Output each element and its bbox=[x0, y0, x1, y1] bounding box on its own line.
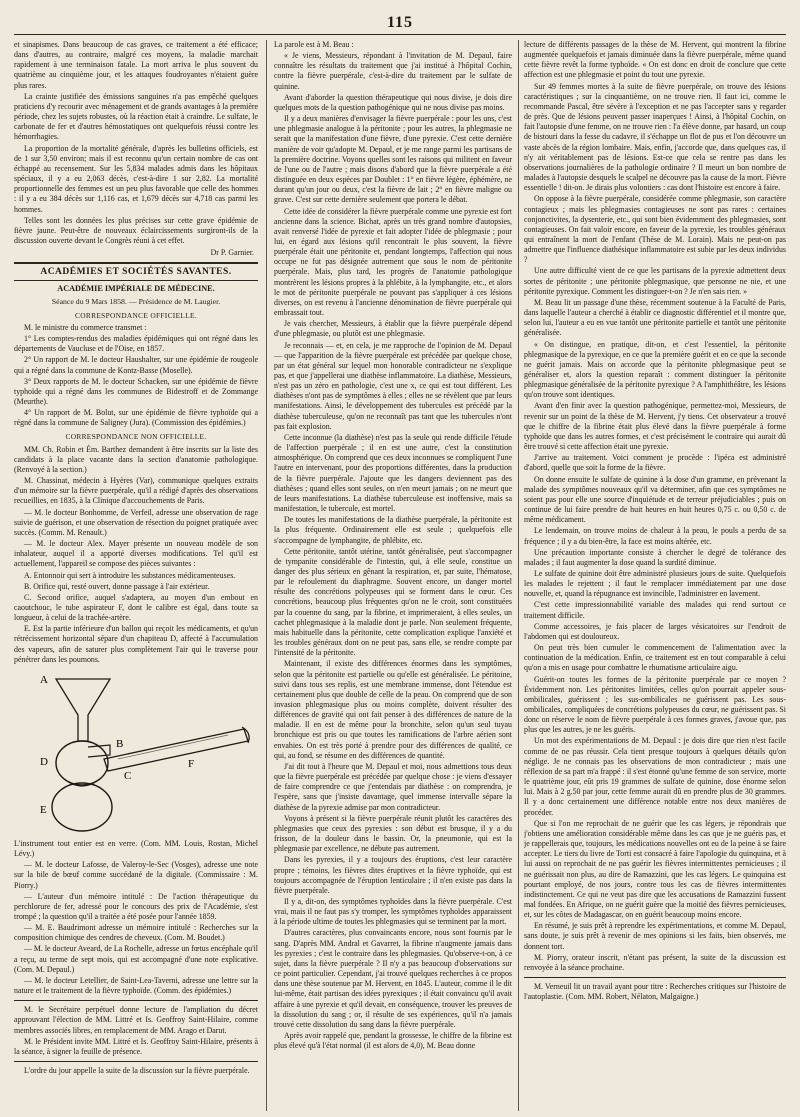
paragraph: Une autre difficulté vient de ce que les partisans de la pyrexie admettent deux sortes de péritonite ; une péritonite phlegmasique, que personne ne nie, et une péritonite pyrexique. Comment les distinguer-t-on ? Je n'en sais rien. » bbox=[524, 266, 786, 296]
paragraph: On oppose à la fièvre puerpérale, considérée comme phlegmasie, son caractère contagieux ; mais les phlegmasies contagieuses ne sont pas rares : certaines conjonctivites, la dysenterie, etc., qui sont bien évidemment des phlegmasies, sont contagieuses. On fait valoir encore, en faveur de la pyrexie, les troubles généraux qui entraînent la mort de l'enfant (Thèse de M. Lorain). Mais ne peut-on pas admettre que l'influence diathésique inflammatoire est subie par les deux individus ? bbox=[524, 194, 786, 265]
paragraph: E. Est la partie inférieure d'un ballon qui reçoit les médicaments, et qu'un rétrécissement horizontal sépare d'un chapiteau D, affecté à l'accumulation des vapeurs, afin de saturer plus complètement l'air qui le traverse pour pénétrer dans les poumons. bbox=[14, 624, 258, 664]
paragraph: M. le Secrétaire perpétuel donne lecture de l'ampliation du décret approuvant l'élection de MM. Littré et Is. Geoffroy Saint-Hilaire, comme membres associés libres, en remplacement de MM. Arago et Darut. bbox=[14, 1005, 258, 1035]
paragraph: MM. Ch. Robin et Ém. Barthez demandent à être inscrits sur la liste des candidats à la place vacante dans la section d'anatomie pathologique. (Renvoyé à la section.) bbox=[14, 444, 258, 474]
paragraph: La crainte justifiée des émissions sanguines n'a pas empêché quelques praticiens d'y recourir avec ménagement et de grands avantages à la première période, chez les sujets robustes, où la réaction était à craindre. Le sulfate, le carbonate de fer et d'autres hémostatiques ont quelquefois réussi contre les hémorrhagies. bbox=[14, 91, 258, 142]
paragraph: C'est cette impressionnabilité variable des malades qui rend surtout ce traitement difficile. bbox=[524, 600, 786, 620]
paragraph: Que si l'on me reprochait de ne guérir que les cas légers, je répondrais que j'obtiens une amélioration considérable même dans les cas que je ne guéris pas, et je rappellerais que, toujours, les médications nouvelles ont eu de la peine à se faire accepter. Le tiers du livre de Torti est consacré à faire l'apologie du quinquina, et à lui aussi on reprochait de ne pas guérir les fièvres intermittentes pernicieuses ; il ne guérissait non plus, au dire de Ramazzini, que les cas légers. Le quinquina est pourtant employé, de nos jours, contre tous les cas de fièvres intermittentes indistinctement. Ce qui ne veut pas dire que les accusations de Ramazzini fussent mal fondées. En Afrique, on ne guérit guère que la moitié des fièvres pernicieuses, et, sur les côtes de Madagascar, on en guérit beaucoup moins encore. bbox=[524, 818, 786, 920]
paragraph: Une précaution importante consiste à chercher le degré de tolérance des malades ; il faut augmenter la dose quand la surdité diminue. bbox=[524, 547, 786, 567]
section-title: ACADÉMIES ET SOCIÉTÉS SAVANTES. bbox=[14, 262, 258, 281]
nonofficial-correspondence-heading: CORRESPONDANCE NON OFFICIELLE. bbox=[65, 432, 207, 442]
paragraph: M. le Président invite MM. Littré et Is. Geoffroy Saint-Hilaire, présents à la séance, à signer la feuille de présence. bbox=[14, 1036, 258, 1056]
paragraph: Avant d'aborder la question thérapeutique qui nous divise, je dois dire quelques mots de la question pathogénique qui ne nous divise pas moins. bbox=[274, 92, 512, 112]
paragraph: 4° Un rapport de M. Bolut, sur une épidémie de fièvre typhoïde qui a régné dans la commune de Saligney (Jura). (Commission des épidémies.) bbox=[14, 408, 258, 428]
paragraph: Le lendemain, on trouve moins de chaleur à la peau, le pouls a perdu de sa fréquence ; il y a du bien-être, la face est moins altérée, etc. bbox=[524, 526, 786, 546]
paragraph: — M. E. Baudrimont adresse un mémoire intitulé : Recherches sur la composition chimique des cendres de cheveux. (Com. M. Boudet.) bbox=[14, 923, 258, 943]
paragraph: Après avoir rappelé que, pendant la grossesse, le chiffre de la fibrine est plus élevé qu'à l'état normal (il est alors de 4,0), M. Beau donne bbox=[274, 1031, 512, 1051]
label-f: F bbox=[188, 757, 195, 770]
paragraph: Le sulfate de quinine doit être administré plusieurs jours de suite. Quelquefois les malades le rejettent ; il faut le remplacer immédiatement par une dose nouvelle, et, quand la répugnance est invincible, l'administrer en lavement. bbox=[524, 568, 786, 599]
paragraph: Cette inconnue (la diathèse) n'est pas la seule qui rende difficile l'étude de l'affection puerpérale ; il en est une autre, c'est la constitution atmosphérique. On comprend que ces deux inconnues se compliquent l'une l'autre en intervenant, pour des proportions différentes, dans la production de la fièvre puerpérale. J'ajoute que les dangers deviennent pas des diathèses ; quand elles sont seules, on n'en meurt jamais ; on ne meurt que de leurs manifestations. La diathèse tuberculeuse est inoffensive, mais sa manifestation, le tubercule, est mortel. bbox=[274, 432, 512, 514]
chapiteau-shape bbox=[56, 741, 108, 785]
paragraph: L'ordre du jour appelle la suite de la discussion sur la fièvre puerpérale. bbox=[24, 1066, 250, 1076]
official-correspondence-heading: CORRESPONDANCE OFFICIELLE. bbox=[75, 310, 197, 320]
paragraph: De toutes les manifestations de la diathèse puerpérale, la péritonite est la plus fréquente. Ordinairement elle est seule ; quelquefois elle s'accompagne de lymphangite, de phlébite, etc. bbox=[274, 515, 512, 545]
page-number: 115 bbox=[386, 14, 414, 31]
paragraph: Comme accessoires, je fais placer de larges vésicatoires sur l'endroit de l'abdomen qui est douloureux. bbox=[524, 621, 786, 641]
label-e: E bbox=[40, 803, 47, 816]
session-info: Séance du 9 Mars 1858. — Présidence de M. Laugier. bbox=[51, 296, 221, 306]
paragraph: Telles sont les données les plus précises sur cette grave épidémie de fièvre jaune. Peut-être de nouveaux éclaircissements surgiront-ils de la discussion ouverte devant le Congrès réuni à cet effet. bbox=[14, 215, 258, 245]
paragraph: La proportion de la mortalité générale, d'après les bulletins officiels, est de 1 sur 3,50 environ; mais il est reconnu qu'un certain nombre de cas ont échappé au recensement. Sur les 5,834 malades admis dans les hôpitaux spéciaux, il y a eu 2,063 décès, c'est-à-dire 1 sur 2,82. La mortalité proportionnelle des femmes est un peu plus favorable que celle des hommes : il y a eu 384 décès sur 1,116 cas, et 1,679 décès sur 4,718 cas parmi les hommes. bbox=[14, 143, 258, 214]
paragraph: J'ai dit tout à l'heure que M. Depaul et moi, nous admettions tous deux que la fièvre puerpérale est précédée par quelque chose : je viens d'essayer de faire comprendre ce que j'entendais par diathèse : on comprendra, je l'espère, sans que j'insiste davantage, quel immense intervalle sépare la diathèse de la pyrexie admise par mon contradicteur. bbox=[274, 761, 512, 812]
paragraph: On peut très bien cumuler le commencement de l'alimentation avec la continuation de la médication. Enfin, ce traitement est en tout comparable à celui qu'on a mis en usage pour combattre le rhumatisme articulaire aigu. bbox=[524, 643, 786, 673]
paragraph: — M. le docteur Bonhomme, de Verfeil, adresse une observation de rage suivie de guérison, et une observation de résection du poignet pratiquée avec succès. (Comm. M. Renault.) bbox=[14, 507, 258, 537]
column-separator bbox=[266, 40, 267, 1111]
paragraph: Il y a, dit-on, des symptômes typhoïdes dans la fièvre puerpérale. C'est vrai, mais il ne faut pas s'y tromper, les symptômes typhoïdes apparaissent à la période ultime de toutes les phlegmasies qui se terminent par la mort. bbox=[274, 896, 512, 927]
paragraph: 1° Les comptes-rendus des maladies épidémiques qui ont régné dans les départements de Vaucluse et de l'Oise, en 1857. bbox=[14, 334, 258, 354]
inhaler-figure bbox=[18, 667, 254, 837]
paragraph: Cette péritonite, tantôt utérine, tantôt généralisée, peut s'accompagner de tympanite considérable de l'intestin, qui, à elle seule, constitue un danger des plus sérieux en gênant la respiration, et, par suite, l'hématose, par le refoulement du diaphragme. Souvent encore, un danger mortel résulte des concrétions polypeuses qui se forment dans le cœur. Ces concrétions, beaucoup plus fréquentes qu'on ne le croit, sont constituées par la couenne du sang, par la fibrine, et imprimeraient, à elles seules, un cachet phlegmasique à la maladie dont je parle. Non seulement fréquente, mais habituelle dans la péritonite, cette complication explique l'anxiété et les troubles généraux dont on ne peut pas, sans elle, se rendre compte par l'intensité de la péritonite. bbox=[274, 546, 512, 658]
column-separator bbox=[518, 40, 519, 1111]
tube-shading bbox=[118, 735, 228, 759]
funnel-shape bbox=[56, 679, 110, 741]
author-signature: Dr P. Garnier. bbox=[210, 248, 254, 258]
paragraph: Un mot des expérimentations de M. Depaul : je dois dire que rien n'est facile comme de ne pas réussir. Cela tient presque toujours à quelques détails qu'on néglige. Je ne connais pas les observations de mon contradicteur ; mais une réflexion de sa part m'a frappé : il s'est étonné qu'une femme de son service, morte le quatrième jour, eût pris 19 grammes de sulfate de quinine, dose énorme selon lui. Mais à 2 g.50 par jour, cette femme aurait dû en prendre plus de 30 grammes. Il y a donc certainement une différence notable entre nos deux manières de procéder. bbox=[524, 736, 786, 817]
paragraph: — M. le docteur Alex. Mayer présente un nouveau modèle de son inhalateur, auquel il a apporté diverses modifications. Tel qu'il est actuellement, l'appareil se compose des pièces suivantes : bbox=[14, 539, 258, 569]
paragraph: Je reconnais — et, en cela, je me rapproche de l'opinion de M. Depaul — que l'apparition de la fièvre puerpérale est précédée par quelque chose, par un état général sur lequel mon honorable contradicteur ne s'explique pas, et que j'appellerai une diathèse inflammatoire. La diathèse, Messieurs, n'est pas un zéro en pathologie, c'est une x, ce qui est tout différent. Les diathèses n'ont pas de symptômes à elles ; elles ne se révèlent que par leurs manifestations. Ainsi, le développement des tubercules est précédé par la diathèse tuberculeuse, qu'on ne reconnaît pas tant que les tubercules n'ont pas fait explosion. bbox=[274, 340, 512, 431]
column-middle bbox=[274, 40, 512, 1111]
column-right bbox=[524, 40, 786, 1111]
paragraph: 2° Un rapport de M. le docteur Haushalter, sur une épidémie de rougeole qui a régné dans la commune de Kontz-Basse (Moselle). bbox=[14, 355, 258, 375]
paragraph: Il y a deux manières d'envisager la fièvre puerpérale : pour les uns, c'est une phlegmasie analogue à la péritonite ; pour les autres, la phlegmasie ne serait que la manifestation d'une fièvre, d'une pyrexie. C'est cette dernière manière de voir qu'adopte M. Depaul, et je me range parmi les partisans de la première doctrine. Voyons quelles sont les raisons qui militent en faveur de l'une ou de l'autre ; mais disons d'abord que la fièvre puerpérale a été distinguée en deux espèces par Doublet : 1° en fièvre légère, éphémère, ne durant qu'un jour ou deux, c'est la fièvre de lait ; 2° en fièvre maligne ou grave. C'est sur cette dernière seulement que portera le débat. bbox=[274, 114, 512, 205]
paragraph: et sinapismes. Dans beaucoup de cas graves, ce traitement a été efficace; dans d'autres, au contraire, malgré ces moyens, la maladie marchait rapidement à une terminaison fatale. La mort arriva le plus souvent du quatrième au cinquième jour, et les attaques foudroyantes n'étaient guère plus rares. bbox=[14, 40, 258, 90]
paragraph: lecture de différents passages de la thèse de M. Hervent, qui montrent la fibrine augmentée quelquefois et jamais diminuée dans la fièvre puerpérale, même quand cette fièvre revêt la forme typhoïde. « On est donc en droit de conclure que cette affection est une phlegmasie et point du tout une pyrexie. bbox=[524, 40, 786, 80]
paragraph: — M. le docteur Letellier, de Saint-Lea-Taverni, adresse une lettre sur la nature et le traitement de la fièvre typhoïde. (Comm. des épidémies.) bbox=[14, 975, 258, 996]
paragraph: 3° Deux rapports de M. le docteur Schacken, sur une épidémie de fièvre typhoïde qui a régné dans les communes de Bidestroff et de Zommange (Meurthe). bbox=[14, 376, 258, 406]
paragraph: « Je viens, Messieurs, répondant à l'invitation de M. Depaul, faire connaître les résultats du traitement que j'ai institué à l'hôpital Cochin, contre la fièvre puerpérale, c'est-à-dire du traitement par le sulfate de quinine. bbox=[274, 51, 512, 91]
paragraph: — L'auteur d'un mémoire intitulé : De l'action thérapeutique du perchlorure de fer, adressé pour le concours des prix de l'Académie, s'est trompé ; la question qu'il a traitée a été posée pour l'année 1859. bbox=[14, 891, 258, 921]
column-left bbox=[14, 40, 258, 1111]
paragraph: A. Entonnoir qui sert à introduire les substances médicamenteuses. bbox=[24, 570, 236, 580]
paragraph: La parole est à M. Beau : bbox=[274, 40, 354, 49]
header-rule bbox=[14, 34, 786, 35]
label-a: A bbox=[40, 673, 48, 686]
divider bbox=[14, 1000, 258, 1001]
paragraph: « On distingue, en pratique, dit-on, et c'est l'essentiel, la péritonite phlegmasique de la pyrexique, en ce que la première guérit et en ce que la seconde ne guérit jamais. Mais on accorde que la péritonite phlegmasique peut se généraliser et, alors la question reparaît : comment distinguer la péritonite phlegmasique généralisée de la péritonite pyrexique ? A l'amphithéâtre, les lésions qu'on trouve sont identiques. bbox=[524, 339, 786, 400]
paragraph: On donne ensuite le sulfate de quinine à la dose d'un gramme, en prévenant la malade des symptômes nouveaux qu'il va déterminer, afin que ces symptômes ne soient pas pour elle une source d'inquiétude et de terreur préjudiciables ; puis on continue de lui faire prendre de huit heures en huit heures 0,75 c. ou 0,50 c. de même médicament. bbox=[524, 474, 786, 525]
paragraph: M. Beau lit un passage d'une thèse, récemment soutenue à la Faculté de Paris, dans laquelle l'auteur a cherché à établir ce diagnostic différentiel et il montre que, selon lui, l'auteur a eu en vue tantôt une péritonite partielle et tantôt une péritonite généralisée. bbox=[524, 297, 786, 338]
ballon-shape bbox=[52, 783, 112, 831]
label-d: D bbox=[40, 755, 48, 768]
paragraph: Cette idée de considérer la fièvre puerpérale comme une pyrexie est fort ancienne dans la science. Bichat, après un très grand nombre d'autopsies, avait renversé l'idée de pyrexie et fait adopter l'idée de phlegmasie ; pour lui, en égard aux lésions qu'il rencontrait le plus souvent, la fièvre puerpérale était une péritonite et, pendant longtemps, l'affection qui nous occupe ne fut pas désignée autrement que sous le nom de péritonite puerpérale. Mais, plus tard, les progrès de l'anatomie pathologique montrèrent les lésions propres à la phlébite, à la lymphangite, etc., et alors le mot de péritonite puerpérale ne pouvant pas s'appliquer à ces lésions diverses, on est revenu à l'ancienne dénomination de fièvre puerpérale qui embrassait tout. bbox=[274, 206, 512, 318]
divider bbox=[14, 1061, 258, 1062]
academy-title: ACADÉMIE IMPÉRIALE DE MÉDECINE. bbox=[57, 284, 215, 294]
paragraph: B. Orifice qui, resté ouvert, donne passage à l'air extérieur. bbox=[24, 581, 210, 591]
paragraph: Sur 49 femmes mortes à la suite de fièvre puerpérale, on trouve des lésions caractéristiques ; sur la cinquantième, on ne trouve rien. Il faut ici, comme le recommande Pascal, être sévère à l'exception et ne pas l'accepter sans y regarder de près. Que de lésions peuvent passer inaperçues ! Ainsi, à l'hôpital Cochin, on fait l'autopsie d'une femme, on ne trouve rien : l'a élève donne, par hasard, un coup de bistouri dans la fesse du cadavre, il s'échappe un flot de pus et l'on découvre un vaste abcès de la région lombaire. Mais, enfin, j'accorde que, dans quelques cas, il n'y ait véritablement pas de lésions. Est-ce que cela se rentre pas dans les observations journalières de la pathologie ordinaire ? Il meurt un bon nombre de malades à l'autopsie desquels le scalpel ne découvre pas la cause de la mort. Fièvre essentielle ! dit-on. Je dirais plus volontiers : cas dont l'histoire est encore à faire. bbox=[524, 81, 786, 193]
divider bbox=[524, 977, 786, 978]
paragraph: — M. le docteur Lafosse, de Valeroy-le-Sec (Vosges), adresse une note sur la bile de bœuf comme succédané de la digitale. (Commissaire : M. Piorry.) bbox=[14, 860, 258, 890]
paragraph: Maintenant, il existe des différences énormes dans les symptômes, selon que la péritonite est partielle ou qu'elle est généralisée. Le péritoine, suivi dans tous ses replis, est une membrane immense, dont l'étendue est certainement plus que double de celle de la peau. On comprend que de son invasion phlegmasique plus ou moins complète, doivent résulter des différences de gravité qui ont fait penser à des différences de nature de la maladie. Il en est de même pour la bronchite, selon qu'un seul tuyau bronchique est pris ou que toutes les ramifications de l'arbre aérien sont envahies. On est très porté à prendre pour des différences de qualité, ce qui, au fond, se résume en des différences de quantité. bbox=[274, 659, 512, 760]
label-b: B bbox=[116, 737, 124, 750]
paragraph: M. Verneuil lit un travail ayant pour titre : Recherches critiques sur l'histoire de l'autoplastie. (Com. MM. Robert, Nélaton, Malgaigne.) bbox=[524, 982, 786, 1002]
paragraph: Guérit-on toutes les formes de la péritonite puerpérale par ce moyen ? Évidemment non. Les péritonites limitées, celles qu'on pourrait appeler sous-ombilicales, guérissent ; les sus-ombilicales ne guérissent pas. Les sous-ombilicales, compliquées de concrétions polypeuses du cœur, ne guérissent pas. Si donc on réserve le nom de fièvre puerpérale à ces formes graves, j'avoue que, pas plus que les autres, je ne les guéris. bbox=[524, 674, 786, 735]
paragraph: D'autres caractères, plus convaincants encore, nous sont fournis par le sang. D'après MM. Andral et Gavarret, la fibrine n'augmente jamais dans les pyrexies ; c'est le contraire dans les phlegmasies. Qu'observe-t-on, à ce sujet, dans la fièvre puerpérale ? Il n'y a pas beaucoup d'observations sur ce point particulier. Cependant, j'ai trouvé quelques recherches à ce propos dans une thèse soutenue par M. Hervent, en 1845. L'auteur, comme il le dit lui-même, était partisan des idées pyrexiques ; il était convaincu qu'il avait affaire à une pyrexie et qu'il devait, en conséquence, trouver les preuves de la dissolution du sang ; or, il résulte de ses expériences, qu'il n'a jamais trouvé cette dissolution du sang dans la fièvre puerpérale. bbox=[274, 928, 512, 1029]
paragraph: Voyons à présent si la fièvre puerpérale réunit plutôt les caractères des phlegmasies que ceux des pyrexies : son début est brusque, il y a du frisson, de la douleur dans le bassin. Or, la pneumonie, qui est la phlegmasie par excellence, ne débute pas autrement. bbox=[274, 813, 512, 854]
paragraph: C. Second orifice, auquel s'adaptera, au moyen d'un embout en caoutchouc, le tube aspirateur F, dont le calibre est égal, dans toute sa longueur, à celui de la trachée-artère. bbox=[14, 592, 258, 623]
paragraph: Avant d'en finir avec la question pathogénique, permettez-moi, Messieurs, de revenir sur un point de la thèse de M. Hervent, j'y tiens. Cet observateur a trouvé que le chiffre de la fibrine était plus élevé dans la fièvre puerpérale à forme typhoïde que dans les autres formes, et c'est précisément le contraire qui aurait dû être trouvé si cette affection était une pyrexie. bbox=[524, 401, 786, 452]
paragraph: En résumé, je suis prêt à reprendre les expérimentations, et comme M. Depaul, sans doute, je suis prêt à revenir de mes opinions si les faits, bien observés, me donnent tort. bbox=[524, 921, 786, 951]
paragraph: M. Chassinat, médecin à Hyères (Var), communique quelques extraits d'un mémoire sur la fièvre puerpérale, qu'il a rédigé d'après des observations recueillies, en 1835, à la Clinique d'accouchements de Paris. bbox=[14, 476, 258, 506]
paragraph: J'arrive au traitement. Voici comment je procède : l'ipéca est administré d'abord, quelle que soit la forme de la fièvre. bbox=[524, 453, 786, 473]
paragraph: — M. le docteur Aveard, de La Rochelle, adresse un fœtus encéphale qu'il a reçu, au terme de sept mois, qui est accompagné d'une note explicative. (Com. M. Depaul.) bbox=[14, 944, 258, 974]
paragraph: Dans les pyrexies, il y a toujours des éruptions, c'est leur caractère propre ; témoins, les fièvres dites éruptives et la fièvre typhoïde, qui est toujours accompagnée de l'éruption lenticulaire ; il n'en existe pas dans la fièvre puerpérale. bbox=[274, 855, 512, 895]
paragraph: M. Piorry, orateur inscrit, n'étant pas présent, la suite de la discussion est renvoyée à la séance prochaine. bbox=[524, 952, 786, 972]
paragraph: Je vais chercher, Messieurs, à établir que la fièvre puerpérale dépend d'une phlegmasie, ou plutôt est une phlegmasie. bbox=[274, 319, 512, 339]
paragraph: M. le ministre du commerce transmet : bbox=[24, 322, 147, 332]
label-c: C bbox=[124, 769, 132, 782]
paragraph: L'instrument tout entier est en verre. (Com. MM. Louis, Rostan, Michel Lévy.) bbox=[14, 838, 258, 859]
